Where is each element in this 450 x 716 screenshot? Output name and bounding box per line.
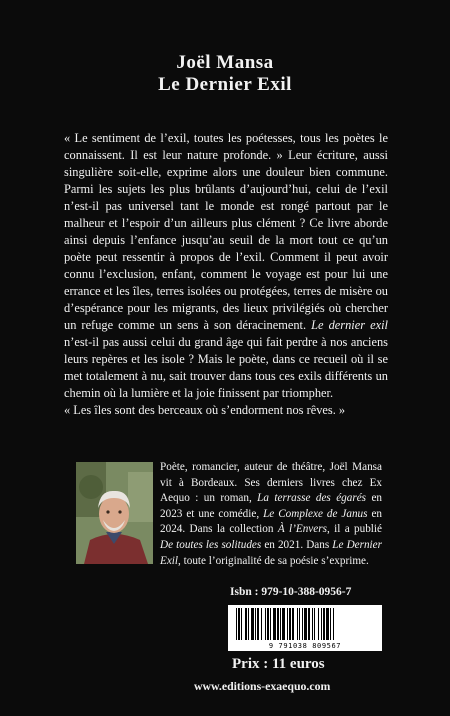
barcode-bar: [318, 608, 319, 640]
barcode-bar: [267, 608, 269, 640]
barcode-bar: [251, 608, 254, 640]
barcode-icon: [228, 605, 382, 643]
barcode-bar: [273, 608, 276, 640]
blurb-quote: « Les îles sont des berceaux où s’endorment nos rêves. »: [64, 403, 346, 417]
barcode: [228, 605, 382, 651]
book-title: Le Dernier Exil: [158, 74, 292, 95]
barcode-bar: [299, 608, 300, 640]
barcode-bar: [287, 608, 288, 640]
barcode-bar: [326, 608, 329, 640]
bio-text: , toute l’originalité de sa poésie s’exprime.: [178, 554, 369, 567]
bio-text: en 2021. Dans: [261, 538, 333, 551]
barcode-bar: [236, 608, 237, 640]
barcode-bar: [292, 608, 294, 640]
blurb-text: « Le sentiment de l’exil, toutes les poétesses, tous les poètes le connaissent. Il est leur nature profonde. » Leur écriture, aussi singulière soit-elle, exprime alors une douleur bien commune. Parmi les sujets les plus brûlants d’aujourd’hui, celui de l’exil n’est-il pas universel tant le monde est rongé partout par le malheur et l’espoir d’un ailleurs plus clément ? Ce livre aborde ainsi depuis l’enfance jusqu’au seuil de la mort tout ce qu’un poète peut ressentir à propos de l’exil. Comment il peut avoir connu l’exclusion, enfant, comment le voyage est pour lui une errance et les îles, terres isolées ou protégées, terres de misère ou d’espérance pour les migrants, des lieux privilégiés où chercher un refuge comme un sens à son déracinement.: [64, 131, 388, 332]
barcode-bar: [277, 608, 279, 640]
price: Prix : 11 euros: [232, 656, 325, 672]
barcode-bar: [312, 608, 313, 640]
barcode-bar: [245, 608, 247, 640]
barcode-bar: [302, 608, 303, 640]
barcode-bar: [297, 608, 298, 640]
barcode-bar: [333, 608, 334, 640]
barcode-bar: [282, 608, 285, 640]
barcode-bar: [304, 608, 307, 640]
bio-book-title: La terrasse des égarés: [257, 492, 367, 505]
bio-book-title: De toutes les solitudes: [160, 538, 262, 551]
bio-text: Poète, romancier, auteur de théâtre, Joël Mansa vit à Bordeaux. Ses derniers livres chez Ex Aequo : un roman,: [160, 461, 382, 505]
bio-text: , il a publié: [326, 523, 382, 536]
barcode-bar: [238, 608, 240, 640]
author-bio: [160, 460, 382, 569]
blurb-text-continued: n’est-il pas aussi celui du grand âge qui fait perdre à nos anciens leurs repères et les isole ? Mais le poète, dans ce recueil où il se met totalement à nu, sait trouver dans tous ces exils différents un chemin où la lumière et la joie finissent par triompher.: [64, 335, 388, 400]
barcode-digits: 9 791038 809567: [268, 642, 342, 650]
bio-text: en 2023 et une comédie,: [160, 492, 383, 520]
bio-book-title: Le Dernier Exil: [160, 538, 382, 567]
barcode-bar: [323, 608, 325, 640]
barcode-bar: [265, 608, 266, 640]
barcode-bar: [257, 608, 259, 640]
barcode-bar: [261, 608, 262, 640]
publisher-website[interactable]: www.editions-exaequo.com: [194, 679, 331, 693]
barcode-bar: [270, 608, 271, 640]
barcode-bar: [308, 608, 310, 640]
barcode-bar: [314, 608, 315, 640]
bio-book-title: Le Complexe de Janus: [263, 507, 368, 520]
author-name: Joël Mansa: [176, 52, 274, 73]
barcode-bar: [321, 608, 322, 640]
barcode-bar: [248, 608, 249, 640]
barcode-bar: [255, 608, 256, 640]
author-portrait-icon: [76, 462, 153, 564]
barcode-bar: [289, 608, 291, 640]
back-cover-blurb: [64, 130, 388, 419]
blurb-book-title: Le dernier exil: [311, 318, 388, 332]
barcode-bar: [280, 608, 281, 640]
bio-text: en 2024. Dans la collection: [160, 507, 383, 536]
blurb-paragraph-1: [64, 130, 388, 402]
barcode-bar: [241, 608, 242, 640]
barcode-bar: [330, 608, 331, 640]
author-photo: [76, 462, 153, 564]
bio-collection-name: À l’Envers: [277, 523, 327, 536]
isbn: Isbn : 979-10-388-0956-7: [230, 586, 352, 598]
